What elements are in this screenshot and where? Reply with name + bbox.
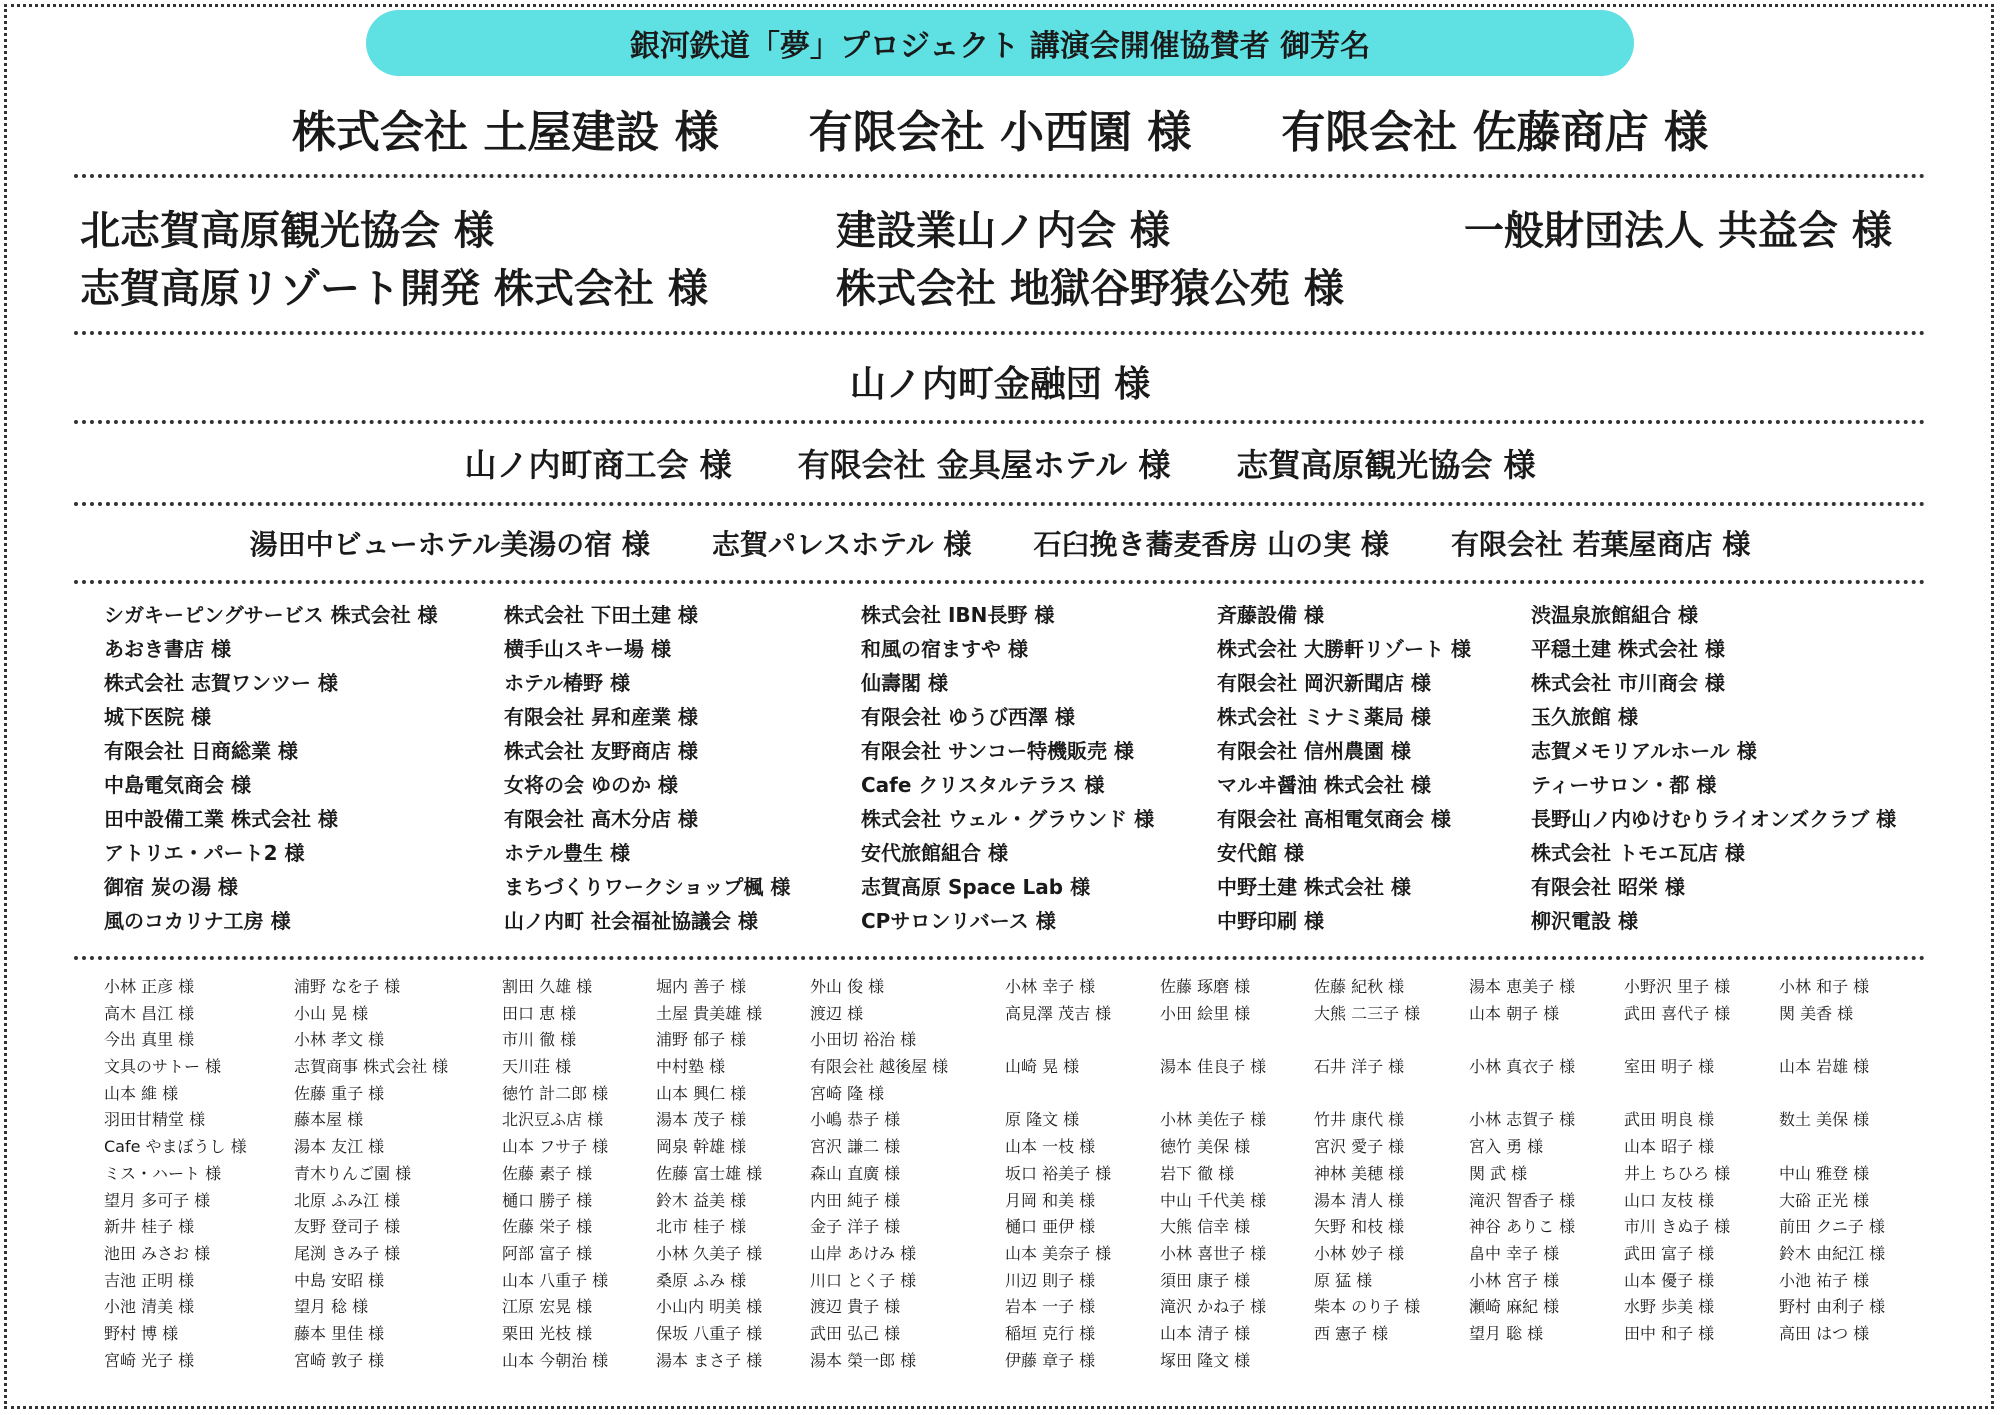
- sponsor-name: 宮沢 愛子 様: [1314, 1137, 1405, 1157]
- sponsor-name: 小林 正彦 様: [104, 977, 195, 996]
- sponsor-name: 有限会社 小西園 様: [808, 107, 1192, 158]
- sponsor-name: 湯本 佳良子 様: [1160, 1057, 1267, 1077]
- sponsor-name: 市川 きぬ子 様: [1624, 1217, 1731, 1237]
- tier7-column: [294, 974, 448, 1374]
- sponsor-name: 山本 昭子 様: [1624, 1137, 1715, 1157]
- tier7-column: [1779, 974, 1885, 1374]
- sponsor-name: 株式会社 友野商店 様: [504, 739, 698, 763]
- sponsor-name: 小田 絵里 様: [1160, 1003, 1251, 1023]
- sponsor-name: 新井 桂子 様: [104, 1217, 195, 1237]
- tier6-column: [1217, 598, 1471, 938]
- sponsor-name: CPサロンリバース 様: [861, 909, 1056, 933]
- sponsor-name: 文具のサトー 様: [104, 1057, 222, 1077]
- sponsor-name: 柴本 のり子 様: [1314, 1297, 1421, 1317]
- sponsor-name: 山ノ内町商工会 様: [464, 446, 732, 484]
- sponsor-name: 有限会社 ゆうび西澤 様: [861, 705, 1075, 729]
- sponsor-name: 北市 桂子 様: [656, 1217, 747, 1237]
- sponsor-name: 株式会社 ミナミ薬局 様: [1217, 705, 1431, 729]
- sponsor-name: 山本 今朝治 様: [502, 1350, 609, 1370]
- tier3-sponsors: [0, 354, 2000, 408]
- divider: [74, 331, 1926, 335]
- tier1-sponsors: [0, 96, 2000, 160]
- sponsor-name: 株式会社 地獄谷野猿公苑 様: [836, 265, 1344, 312]
- sponsor-name: 西 憲子 様: [1314, 1323, 1389, 1343]
- sponsor-name: 望月 聡 様: [1469, 1323, 1544, 1343]
- sponsor-name: 森山 直廣 様: [810, 1163, 901, 1183]
- sponsor-name: 竹井 康代 様: [1314, 1110, 1405, 1130]
- sponsor-name: 長野山ノ内ゆけむりライオンズクラブ 様: [1531, 807, 1897, 831]
- sponsor-name: [1469, 1081, 1575, 1108]
- sponsor-name: 吉池 正明 様: [104, 1270, 195, 1290]
- sponsor-name: 有限会社 岡沢新聞店 様: [1217, 671, 1431, 695]
- sponsor-name: まちづくりワークショップ楓 様: [504, 875, 791, 899]
- sponsor-name: 山本 一枝 様: [1005, 1137, 1096, 1157]
- sponsor-name: 数土 美保 様: [1779, 1110, 1870, 1130]
- sponsor-name: [1314, 1081, 1420, 1108]
- divider: [74, 956, 1926, 960]
- sponsor-name: 湯本 まさ子 様: [656, 1350, 763, 1370]
- sponsor-name: 武田 弘己 様: [810, 1323, 901, 1343]
- sponsor-name: 小野沢 里子 様: [1624, 977, 1731, 996]
- sponsor-name: 坂口 裕美子 様: [1005, 1163, 1112, 1183]
- sponsor-name: 山岸 あけみ 様: [810, 1243, 917, 1263]
- sponsor-name: 斉藤設備 様: [1217, 603, 1324, 627]
- sponsor-name: 一般財団法人 共益会 様: [1464, 207, 1892, 254]
- sponsor-name: [1314, 1027, 1420, 1054]
- sponsor-name: [1005, 1027, 1111, 1054]
- sponsor-name: 栗田 光枝 様: [502, 1323, 593, 1343]
- sponsor-name: [1779, 1134, 1885, 1161]
- sponsor-name: 野村 由利子 様: [1779, 1297, 1886, 1317]
- sponsor-name: 藤本 里佳 様: [294, 1323, 385, 1343]
- sponsor-name: 北原 ふみ江 様: [294, 1190, 401, 1210]
- sponsor-name: 鈴木 由紀江 様: [1779, 1243, 1886, 1263]
- sponsor-name: 友野 登司子 様: [294, 1217, 401, 1237]
- sponsor-name: 中野印刷 様: [1217, 909, 1324, 933]
- sponsor-name: 高田 はつ 様: [1779, 1323, 1870, 1343]
- tier5-sponsors: [0, 520, 2000, 566]
- sponsor-name: 湯本 友江 様: [294, 1137, 385, 1157]
- sponsor-name: [1005, 1081, 1111, 1108]
- sponsor-name: 佐藤 紀秋 様: [1314, 977, 1405, 996]
- sponsor-name: 有限会社 佐藤商店 様: [1281, 107, 1708, 158]
- sponsor-name: [1469, 1027, 1575, 1054]
- sponsor-name: 風のコカリナ工房 様: [104, 909, 291, 933]
- sponsor-name: 山本 清子 様: [1160, 1323, 1251, 1343]
- tier7-column: [1005, 974, 1111, 1374]
- sponsor-name: 平穏土建 株式会社 様: [1531, 637, 1725, 661]
- sponsor-name: 川口 とく子 様: [810, 1270, 917, 1290]
- sponsor-name: 中野土建 株式会社 様: [1217, 875, 1411, 899]
- divider: [74, 580, 1926, 584]
- sponsor-name: 田口 恵 様: [502, 1003, 577, 1023]
- sponsor-name: 徳竹 計二郎 様: [502, 1083, 609, 1103]
- tier7-column: [104, 974, 247, 1374]
- sponsor-name: 山ノ内町金融団 様: [849, 363, 1151, 405]
- sponsor-name: [1160, 1081, 1266, 1108]
- sponsor-name: 佐藤 重子 様: [294, 1083, 385, 1103]
- sponsor-name: 内田 純子 様: [810, 1190, 901, 1210]
- sponsor-name: 滝沢 かね子 様: [1160, 1297, 1267, 1317]
- tier6-sponsor-grid: [104, 598, 1964, 943]
- sponsor-name: 山ノ内町 社会福祉協議会 様: [504, 909, 758, 933]
- sponsor-name: 矢野 和枝 様: [1314, 1217, 1405, 1237]
- sponsor-name: 桑原 ふみ 様: [656, 1270, 747, 1290]
- sponsor-name: ホテル豊生 様: [504, 841, 630, 865]
- tier4-sponsors: [0, 438, 2000, 488]
- sponsor-name: 有限会社 若葉屋商店 様: [1450, 528, 1751, 561]
- sponsor-name: 山本 岩雄 様: [1779, 1057, 1870, 1077]
- sponsor-name: 石臼挽き蕎麦香房 山の実 様: [1033, 528, 1389, 561]
- sponsor-name: 滝沢 智香子 様: [1469, 1190, 1576, 1210]
- sponsor-name: 尾渕 きみ子 様: [294, 1243, 401, 1263]
- sponsor-name: 石井 洋子 様: [1314, 1057, 1405, 1077]
- tier2-sponsors-row1: [80, 200, 1930, 254]
- sponsor-name: 池田 みさお 様: [104, 1243, 211, 1263]
- sponsor-name: 大熊 二三子 様: [1314, 1003, 1421, 1023]
- tier6-column: [1531, 598, 1896, 938]
- sponsor-name: 山本 維 様: [104, 1083, 179, 1103]
- sponsor-name: 江原 宏晃 様: [502, 1297, 593, 1317]
- sponsor-name: 宮入 勇 様: [1469, 1137, 1544, 1157]
- sponsor-name: 女将の会 ゆのか 様: [504, 773, 678, 797]
- sponsor-name: 阿部 富子 様: [502, 1243, 593, 1263]
- sponsor-name: 大硲 正光 様: [1779, 1190, 1870, 1210]
- sponsor-name: 高見澤 茂吉 様: [1005, 1003, 1112, 1023]
- sponsor-name: 徳竹 美保 様: [1160, 1137, 1251, 1157]
- sponsor-name: 中島電気商会 様: [104, 773, 251, 797]
- sponsor-name: 山崎 晃 様: [1005, 1057, 1080, 1077]
- sponsor-name: 中島 安昭 様: [294, 1270, 385, 1290]
- sponsor-name: 株式会社 IBN長野 様: [861, 603, 1055, 627]
- sponsor-name: 小林 宮子 様: [1469, 1270, 1560, 1290]
- sponsor-name: 株式会社 志賀ワンツー 様: [104, 671, 338, 695]
- sponsor-name: 渡辺 貴子 様: [810, 1297, 901, 1317]
- page-title: 銀河鉄道「夢」プロジェクト 講演会開催協賛者 御芳名: [366, 10, 1634, 76]
- sponsor-name: [1779, 1348, 1885, 1375]
- tier7-individual-sponsor-grid: [104, 974, 1964, 1374]
- sponsor-name: 望月 多可子 様: [104, 1190, 211, 1210]
- sponsor-name: 関 武 様: [1469, 1163, 1528, 1183]
- sponsor-name: 御宿 炭の湯 様: [104, 875, 238, 899]
- sponsor-name: 山本 興仁 様: [656, 1083, 747, 1103]
- sponsor-name: 有限会社 越後屋 様: [810, 1057, 949, 1077]
- tier6-column: [504, 598, 790, 938]
- sponsor-name: 志賀商事 株式会社 様: [294, 1057, 449, 1077]
- sponsor-name: 原 隆文 様: [1005, 1110, 1080, 1130]
- sponsor-name: 武田 明良 様: [1624, 1110, 1715, 1130]
- divider: [74, 420, 1926, 424]
- sponsor-name: 山本 八重子 様: [502, 1270, 609, 1290]
- sponsor-name: 川辺 則子 様: [1005, 1270, 1096, 1290]
- sponsor-name: 宮沢 謙二 様: [810, 1137, 901, 1157]
- sponsor-name: 株式会社 市川商会 様: [1531, 671, 1725, 695]
- tier6-column: [104, 598, 438, 938]
- sponsor-name: 有限会社 日商総業 様: [104, 739, 298, 763]
- sponsor-name: 保坂 八重子 様: [656, 1323, 763, 1343]
- sponsor-name: [1779, 1027, 1885, 1054]
- sponsor-name: [1779, 1081, 1885, 1108]
- sponsor-name: 柳沢電設 様: [1531, 909, 1638, 933]
- sponsor-name: 株式会社 大勝軒リゾート 様: [1217, 637, 1471, 661]
- sponsor-name: 田中設備工業 株式会社 様: [104, 807, 338, 831]
- sponsor-name: 室田 明子 様: [1624, 1057, 1715, 1077]
- sponsor-name: 望月 稔 様: [294, 1297, 369, 1317]
- sponsor-name: 建設業山ノ内会 様: [836, 207, 1170, 254]
- sponsor-name: 堀内 善子 様: [656, 977, 747, 996]
- sponsor-name: [1469, 1348, 1575, 1375]
- sponsor-name: 小田切 裕治 様: [810, 1030, 917, 1050]
- sponsor-name: マルヰ醤油 株式会社 様: [1217, 773, 1431, 797]
- sponsor-name: Cafe クリスタルテラス 様: [861, 773, 1105, 797]
- sponsor-name: 志賀高原 Space Lab 様: [861, 875, 1091, 899]
- divider: [74, 502, 1926, 506]
- sponsor-name: 株式会社 下田土建 様: [504, 603, 698, 627]
- tier7-column: [810, 974, 948, 1374]
- sponsor-name: 小池 祐子 様: [1779, 1270, 1870, 1290]
- sponsor-name: 山本 朝子 様: [1469, 1003, 1560, 1023]
- sponsor-name: 山本 優子 様: [1624, 1270, 1715, 1290]
- sponsor-name: 月岡 和美 様: [1005, 1190, 1096, 1210]
- sponsor-name: 小嶋 恭子 様: [810, 1110, 901, 1130]
- sponsor-name: 外山 俊 様: [810, 977, 885, 996]
- sponsor-name: 佐藤 栄子 様: [502, 1217, 593, 1237]
- sponsor-name: 宮崎 敦子 様: [294, 1350, 385, 1370]
- sponsor-name: 土屋 貴美雄 様: [656, 1003, 763, 1023]
- sponsor-name: アトリエ・パート2 様: [104, 841, 305, 865]
- sponsor-name: 安代旅館組合 様: [861, 841, 1008, 865]
- sponsor-name: 仙壽閣 様: [861, 671, 948, 695]
- sponsor-name: 有限会社 金具屋ホテル 様: [797, 446, 1171, 484]
- sponsor-name: 田中 和子 様: [1624, 1323, 1715, 1343]
- sponsor-name: 伊藤 章子 様: [1005, 1350, 1096, 1370]
- sponsor-name: 宮崎 光子 様: [104, 1350, 195, 1370]
- sponsor-name: 城下医院 様: [104, 705, 211, 729]
- sponsor-name: 武田 喜代子 様: [1624, 1003, 1731, 1023]
- sponsor-name: 株式会社 ウェル・グラウンド 様: [861, 807, 1155, 831]
- sponsor-name: あおき書店 様: [104, 637, 231, 661]
- sponsor-name: 志賀高原リゾート開発 株式会社 様: [80, 265, 708, 312]
- sponsor-name: 今出 真里 様: [104, 1030, 195, 1050]
- sponsor-name: 山本 美奈子 様: [1005, 1243, 1112, 1263]
- sponsor-name: 原 猛 様: [1314, 1270, 1373, 1290]
- sponsor-name: 小林 妙子 様: [1314, 1243, 1405, 1263]
- sponsor-name: ミス・ハート 様: [104, 1163, 222, 1183]
- sponsor-name: 山本 フサ子 様: [502, 1137, 609, 1157]
- sponsor-name: 瀬崎 麻紀 様: [1469, 1297, 1560, 1317]
- sponsor-name: 小林 美佐子 様: [1160, 1110, 1267, 1130]
- sponsor-name: 渡辺 様: [810, 1003, 864, 1023]
- sponsor-name: 鈴木 益美 様: [656, 1190, 747, 1210]
- sponsor-name: 湯本 茂子 様: [656, 1110, 747, 1130]
- divider: [74, 174, 1926, 178]
- sponsor-name: 玉久旅館 様: [1531, 705, 1638, 729]
- tier6-column: [861, 598, 1154, 938]
- sponsor-name: 畠中 幸子 様: [1469, 1243, 1560, 1263]
- sponsor-name: 山口 友枝 様: [1624, 1190, 1715, 1210]
- tier2-sponsors-row2: [80, 258, 1930, 312]
- tier7-column: [1314, 974, 1420, 1374]
- sponsor-name: 有限会社 昭栄 様: [1531, 875, 1685, 899]
- sponsor-name: 藤本屋 様: [294, 1110, 364, 1130]
- sponsor-name: 有限会社 昇和産業 様: [504, 705, 698, 729]
- sponsor-name: 佐藤 琢磨 様: [1160, 977, 1251, 996]
- sponsor-name: 割田 久雄 様: [502, 977, 593, 996]
- sponsor-name: シガキーピングサービス 株式会社 様: [104, 603, 438, 627]
- sponsor-name: [1624, 1348, 1730, 1375]
- sponsor-name: 小林 真衣子 様: [1469, 1057, 1576, 1077]
- sponsor-name: 羽田甘精堂 様: [104, 1110, 206, 1130]
- sponsor-name: 樋口 勝子 様: [502, 1190, 593, 1210]
- sponsor-name: 前田 クニ子 様: [1779, 1217, 1885, 1237]
- sponsor-name: 渋温泉旅館組合 様: [1531, 603, 1698, 627]
- sponsor-name: 水野 歩美 様: [1624, 1297, 1715, 1317]
- sponsor-name: 中山 千代美 様: [1160, 1190, 1267, 1210]
- sponsor-name: 中村塾 様: [656, 1057, 726, 1077]
- sponsor-name: 小林 喜世子 様: [1160, 1243, 1267, 1263]
- sponsor-name: 株式会社 土屋建設 様: [292, 107, 719, 158]
- tier7-column: [502, 974, 608, 1374]
- tier7-column: [1624, 974, 1730, 1374]
- sponsor-name: 小林 久美子 様: [656, 1243, 763, 1263]
- sponsor-name: 神林 美穂 様: [1314, 1163, 1405, 1183]
- sponsor-name: 市川 徹 様: [502, 1030, 577, 1050]
- sponsor-name: 須田 康子 様: [1160, 1270, 1251, 1290]
- sponsor-name: 北沢豆ふ店 様: [502, 1110, 604, 1130]
- sponsor-name: 浦野 郁子 様: [656, 1030, 747, 1050]
- sponsor-name: 湯本 清人 様: [1314, 1190, 1405, 1210]
- sponsor-name: 北志賀高原観光協会 様: [80, 207, 494, 254]
- sponsor-name: 宮崎 隆 様: [810, 1083, 885, 1103]
- sponsor-name: 小山 晃 様: [294, 1003, 369, 1023]
- sponsor-name: Cafe やまぼうし 様: [104, 1137, 247, 1157]
- sponsor-name: 和風の宿ますや 様: [861, 637, 1028, 661]
- sponsor-name: [1624, 1027, 1730, 1054]
- sponsor-name: 小林 幸子 様: [1005, 977, 1096, 996]
- sponsor-name: [1624, 1081, 1730, 1108]
- sponsor-name: 高木 昌江 様: [104, 1003, 195, 1023]
- sponsor-name: 天川荘 様: [502, 1057, 572, 1077]
- sponsor-name: 有限会社 信州農園 様: [1217, 739, 1411, 763]
- sponsor-name: 神谷 ありこ 様: [1469, 1217, 1576, 1237]
- sponsor-name: 小林 志賀子 様: [1469, 1110, 1576, 1130]
- sponsor-name: 武田 富子 様: [1624, 1243, 1715, 1263]
- sponsor-name: 佐藤 素子 様: [502, 1163, 593, 1183]
- sponsor-name: 金子 洋子 様: [810, 1217, 901, 1237]
- sponsor-name: 中山 雅登 様: [1779, 1163, 1870, 1183]
- sponsor-name: 岩下 徹 様: [1160, 1163, 1235, 1183]
- sponsor-name: 小林 孝文 様: [294, 1030, 385, 1050]
- sponsor-name: [1314, 1348, 1420, 1375]
- sponsor-name: 湯本 榮一郎 様: [810, 1350, 917, 1370]
- sponsor-name: 小池 清美 様: [104, 1297, 195, 1317]
- sponsor-name: 井上 ちひろ 様: [1624, 1163, 1731, 1183]
- sponsor-name: 小林 和子 様: [1779, 977, 1870, 996]
- sponsor-name: 小山内 明美 様: [656, 1297, 763, 1317]
- sponsor-name: [1160, 1027, 1266, 1054]
- sponsor-name: 有限会社 高相電気商会 様: [1217, 807, 1451, 831]
- sponsor-name: 佐藤 富士雄 様: [656, 1163, 763, 1183]
- sponsor-name: 志賀高原観光協会 様: [1236, 446, 1536, 484]
- sponsor-name: 稲垣 克行 様: [1005, 1323, 1096, 1343]
- sponsor-name: 塚田 隆文 様: [1160, 1350, 1251, 1370]
- sponsor-name: 志賀メモリアルホール 様: [1531, 739, 1757, 763]
- sponsor-name: 樋口 亜伊 様: [1005, 1217, 1096, 1237]
- tier7-column: [1160, 974, 1266, 1374]
- sponsor-name: 岩本 一子 様: [1005, 1297, 1096, 1317]
- sponsor-name: ティーサロン・都 様: [1531, 773, 1717, 797]
- sponsor-name: 志賀パレスホテル 様: [711, 528, 972, 561]
- sponsor-name: 湯本 恵美子 様: [1469, 977, 1576, 996]
- sponsor-name: 安代館 様: [1217, 841, 1304, 865]
- sponsor-name: 青木りんご園 様: [294, 1163, 412, 1183]
- sponsor-name: 大熊 信幸 様: [1160, 1217, 1251, 1237]
- tier7-column: [1469, 974, 1575, 1374]
- sponsor-name: 岡泉 幹雄 様: [656, 1137, 747, 1157]
- sponsor-name: 浦野 なを子 様: [294, 977, 401, 996]
- sponsor-name: 株式会社 トモエ瓦店 様: [1531, 841, 1745, 865]
- sponsor-name: 湯田中ビューホテル美湯の宿 様: [249, 528, 650, 561]
- tier7-column: [656, 974, 762, 1374]
- sponsor-name: 有限会社 高木分店 様: [504, 807, 698, 831]
- sponsor-name: 関 美香 様: [1779, 1003, 1854, 1023]
- sponsor-name: 有限会社 サンコー特機販売 様: [861, 739, 1134, 763]
- sponsor-name: ホテル椿野 様: [504, 671, 630, 695]
- sponsor-name: 野村 博 様: [104, 1323, 179, 1343]
- sponsor-name: 横手山スキー場 様: [504, 637, 671, 661]
